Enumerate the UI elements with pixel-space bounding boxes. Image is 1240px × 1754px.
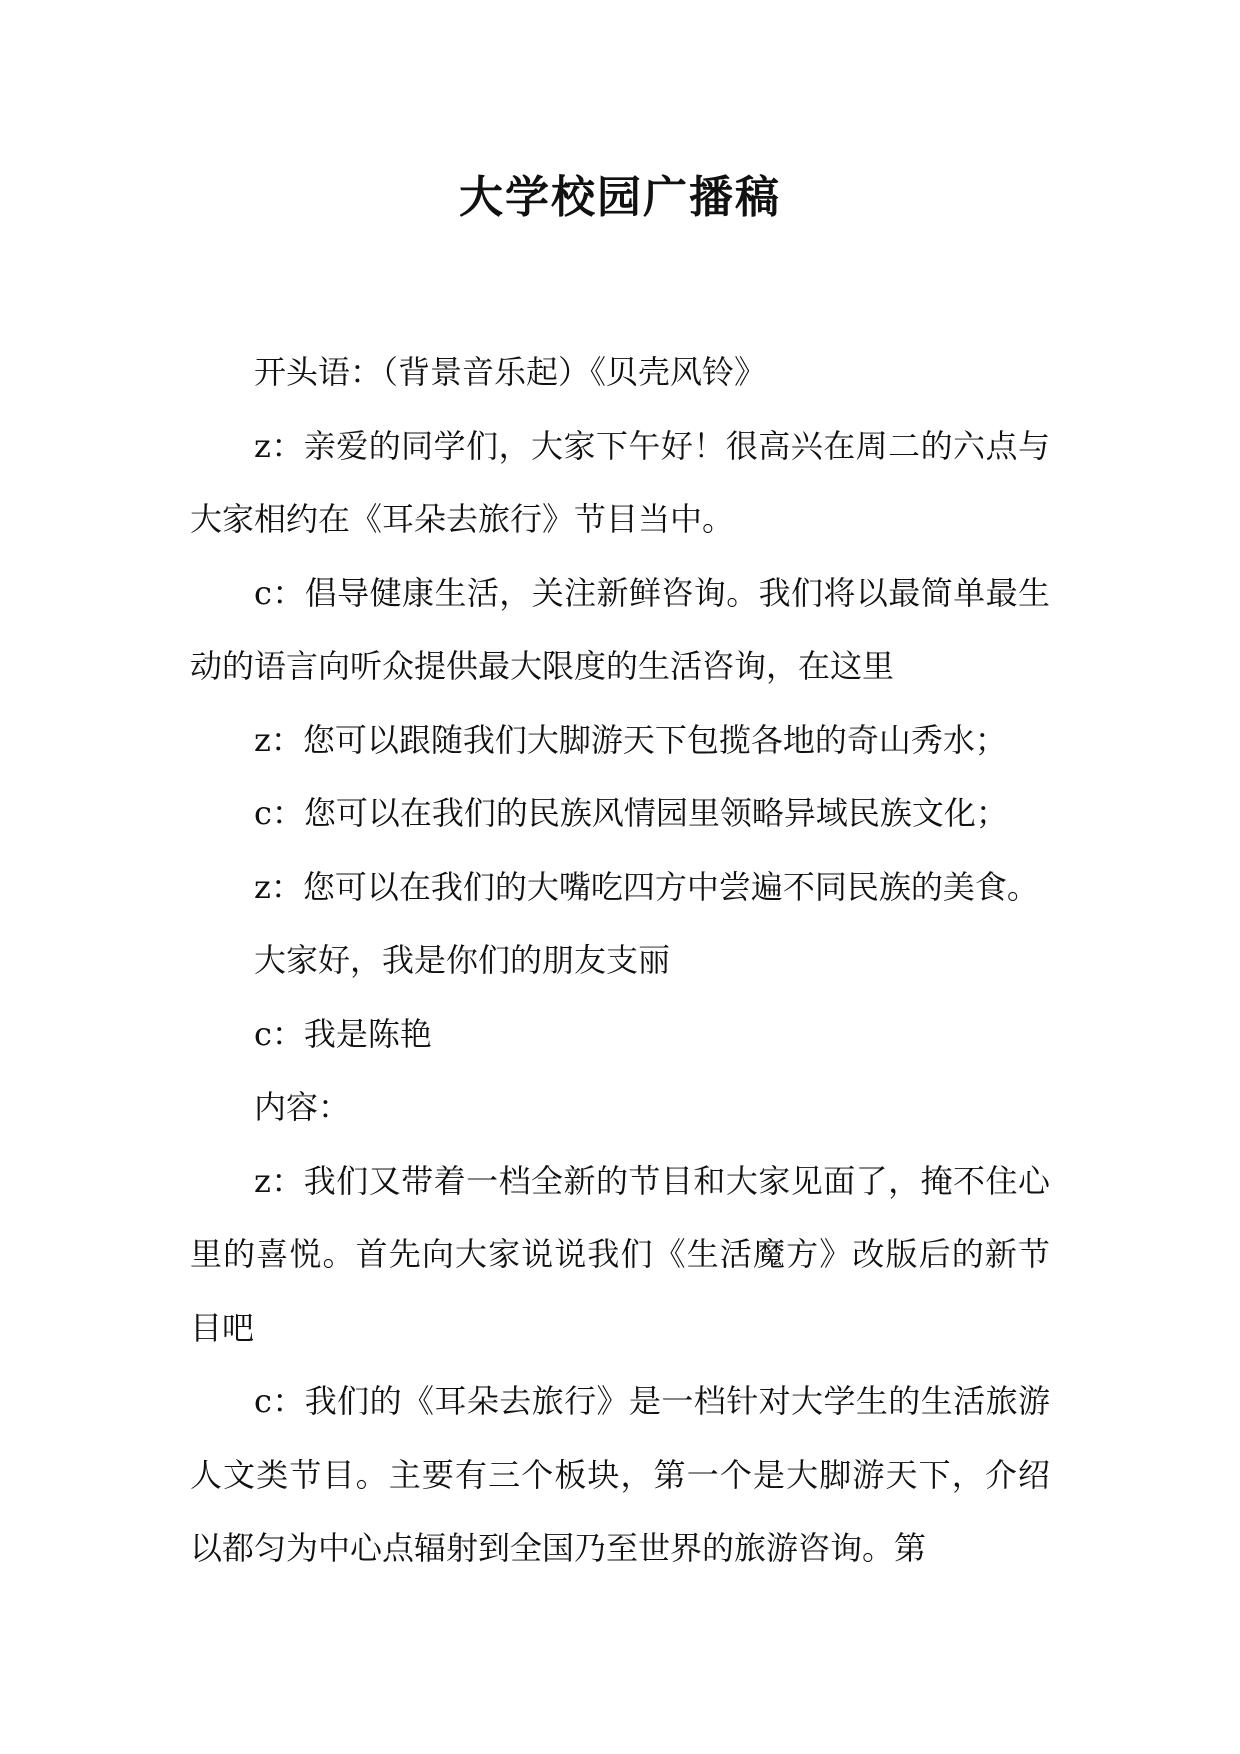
paragraph: z：亲爱的同学们，大家下午好！很高兴在周二的六点与大家相约在《耳朵去旅行》节目当中。: [190, 426, 1050, 538]
paragraph: z：您可以跟随我们大脚游天下包揽各地的奇山秀水；: [254, 720, 1007, 759]
paragraph: z：我们又带着一档全新的节目和大家见面了，掩不住心里的喜悦。首先向大家说说我们《生活魔方》改版后的新节目吧: [190, 1161, 1050, 1347]
document-body: [190, 336, 1050, 1586]
document-title: 大学校园广播稿: [459, 172, 781, 223]
paragraph: z：您可以在我们的大嘴吃四方中尝遍不同民族的美食。: [254, 867, 1039, 906]
paragraph: 内容：: [254, 1088, 351, 1126]
paragraph: c：我们的《耳朵去旅行》是一档针对大学生的生活旅游人文类节目。主要有三个板块，第一个是大脚游天下，介绍以都匀为中心点辐射到全国乃至世界的旅游咨询。第: [190, 1382, 1050, 1567]
paragraph: 开头语：（背景音乐起）《贝壳风铃》: [254, 353, 767, 391]
paragraph: 大家好，我是你们的朋友支丽: [254, 941, 671, 979]
paragraph: c：倡导健康生活，关注新鲜咨询。我们将以最简单最生动的语言向听众提供最大限度的生活咨询，在这里: [190, 573, 1050, 685]
paragraph: c：您可以在我们的民族风情园里领略异域民族文化；: [254, 794, 1008, 832]
paragraph: c：我是陈艳: [254, 1014, 432, 1053]
